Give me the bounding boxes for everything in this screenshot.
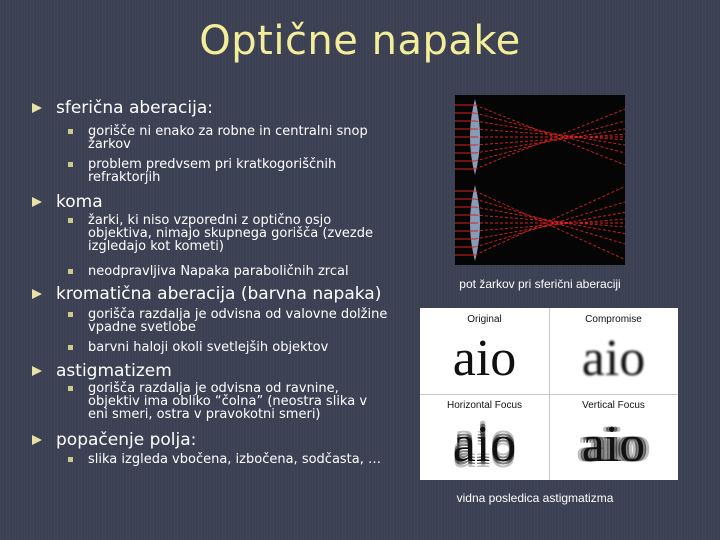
arrow-bullet-icon (32, 366, 42, 376)
cell-word: aio (581, 416, 646, 473)
square-bullet-icon (68, 386, 73, 391)
bullet-label: koma (56, 192, 103, 212)
arrow-bullet-icon (32, 289, 42, 299)
slide-title: Optične napake (199, 18, 521, 64)
sub-bullet (68, 265, 388, 278)
astigmatism-figure (420, 308, 678, 480)
arrow-bullet-icon (32, 103, 42, 113)
sub-bullet (68, 158, 388, 184)
sub-bullet-text: neodpravljiva Napaka paraboličnih zrcal (88, 264, 349, 279)
cell-horizontal-focus (420, 394, 549, 480)
sub-bullet-text: barvni haloji okoli svetlejših objektov (88, 340, 329, 355)
sub-bullet (68, 214, 388, 253)
arrow-bullet-icon (32, 435, 42, 445)
square-bullet-icon (68, 312, 73, 317)
square-bullet-icon (68, 218, 73, 223)
bullet-spherical-aberration (32, 98, 213, 118)
sub-bullet (68, 341, 388, 354)
square-bullet-icon (68, 345, 73, 350)
sub-bullet-text: slika izgleda vbočena, izbočena, sodčasta, … (88, 452, 382, 467)
astigmatism-caption: vidna posledica astigmatizma (456, 491, 614, 505)
sub-bullet-text: problem predvsem pri kratkogoriščnih refraktorjih (88, 157, 337, 185)
cell-word: aio (452, 416, 517, 473)
sub-bullet-text: žarki, ki niso vzporedni z optično osjo objektiva, nimajo skupnega gorišča (zvezde izgledajo kot kometi) (88, 213, 373, 254)
cell-label: Vertical Focus (582, 400, 645, 411)
cell-original (420, 308, 549, 394)
cell-label: Horizontal Focus (446, 400, 523, 411)
spherical-caption: pot žarkov pri sferični aberaciji (459, 277, 621, 291)
sub-bullet (68, 382, 388, 421)
divider (420, 394, 678, 395)
bullet-coma (32, 192, 103, 212)
bullet-astigmatism (32, 361, 172, 381)
cell-compromise (549, 308, 678, 394)
square-bullet-icon (68, 457, 73, 462)
square-bullet-icon (68, 269, 73, 274)
sub-bullet-text: gorišča razdalja je odvisna od ravnine, objektiv ima obliko “čolna” (neostra slika v eni smeri, ostra v pravokotni smeri) (88, 381, 368, 422)
bullet-label: kromatična aberacija (barvna napaka) (56, 284, 382, 304)
bullet-field-distortion (32, 430, 196, 450)
cell-word: aio (581, 330, 646, 387)
sub-bullet-text: gorišča razdalja je odvisna od valovne dolžine vpadne svetlobe (88, 307, 388, 335)
bullet-label: astigmatizem (56, 361, 172, 381)
sub-bullet (68, 125, 388, 151)
bullet-label: sferična aberacija: (56, 98, 213, 118)
arrow-bullet-icon (32, 197, 42, 207)
cell-word: aio (452, 330, 517, 387)
sub-bullet-text: gorišče ni enako za robne in centralni snop žarkov (88, 124, 368, 152)
bullet-label: popačenje polja: (56, 430, 197, 450)
ray-diagram-svg (455, 95, 625, 265)
sub-bullet (68, 308, 388, 334)
cell-label: Original (467, 314, 502, 325)
square-bullet-icon (68, 129, 73, 134)
bullet-chromatic-aberration (32, 284, 381, 304)
cell-vertical-focus (549, 394, 678, 480)
cell-label: Compromise (585, 314, 642, 325)
spherical-aberration-diagram (455, 95, 625, 265)
sub-bullet (68, 453, 388, 466)
square-bullet-icon (68, 162, 73, 167)
